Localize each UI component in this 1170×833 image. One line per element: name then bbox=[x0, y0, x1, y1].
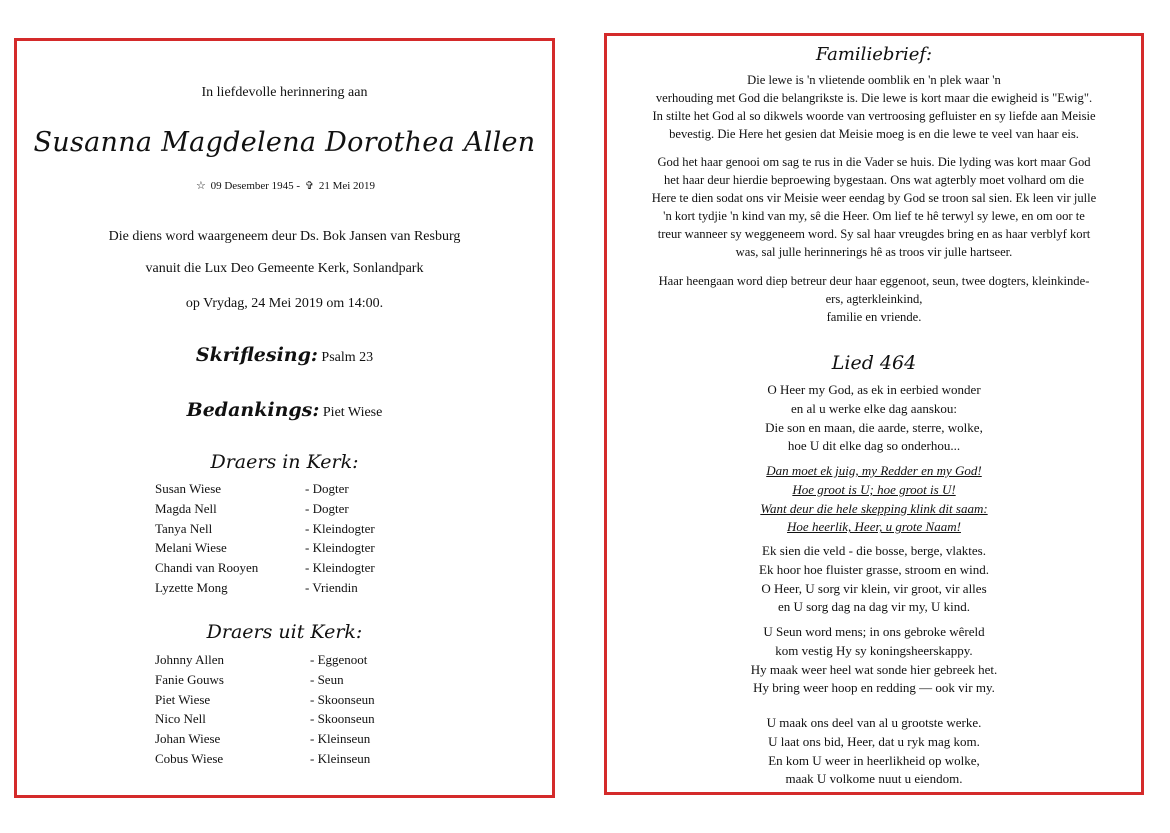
list-item bbox=[155, 558, 475, 578]
bearer-name: Susan Wiese bbox=[155, 481, 222, 496]
verse-line: U Seun word mens; in ons gebroke wêreld bbox=[763, 624, 985, 639]
bearer-relation: - Seun bbox=[310, 671, 344, 687]
family-letter-heading: Familiebrief: bbox=[815, 44, 933, 65]
chorus-line: Hoe heerlik, Heer, u grote Naam! bbox=[787, 519, 961, 535]
family-letter-paragraph-3 bbox=[615, 272, 1133, 326]
birth-date: 09 Desember 1945 bbox=[210, 180, 294, 192]
memorial-left-panel bbox=[14, 38, 555, 798]
text-line: Haar heengaan word diep betreur deur haar eggenoot, seun, twee dogters, kleinkinde- bbox=[658, 274, 1090, 288]
verse-line: en U sorg dag na dag vir my, U kind. bbox=[777, 599, 971, 615]
chorus-line: Dan moet ek juig, my Redder en my God! bbox=[766, 463, 982, 478]
verse-line: Hy maak weer heel wat sonde hier gebreek het. bbox=[750, 661, 998, 677]
bearer-relation: - Eggenoot bbox=[310, 652, 368, 667]
service-officiant: Die diens word waargeneem deur Ds. Bok Jansen van Resburg bbox=[108, 229, 461, 244]
hymn-verse-2 bbox=[607, 542, 1141, 617]
list-item bbox=[155, 709, 475, 729]
text-line: God het haar genooi om sag te rus in die Vader se huis. Die lyding was kort maar God bbox=[657, 155, 1091, 169]
cross-icon: ✞ bbox=[304, 180, 315, 192]
list-item bbox=[155, 670, 475, 690]
verse-line: hoe U dit elke dag so onderhou... bbox=[787, 438, 961, 454]
bearer-relation: - Kleindogter bbox=[305, 560, 375, 576]
bearer-relation: - Kleinseun bbox=[310, 731, 371, 747]
verse-line: O Heer, U sorg vir klein, vir groot, vir alles bbox=[761, 580, 987, 596]
chorus-line: Want deur die hele skepping klink dit saam: bbox=[760, 500, 988, 516]
death-date: 21 Mei 2019 bbox=[318, 180, 376, 192]
list-item bbox=[155, 479, 475, 499]
bearer-relation: - Vriendin bbox=[305, 579, 358, 595]
service-datetime: op Vrydag, 24 Mei 2019 om 14:00. bbox=[185, 296, 384, 311]
star-icon: ☆ bbox=[195, 180, 206, 192]
scripture-value: Psalm 23 bbox=[321, 350, 374, 365]
text-line: verhouding met God die belangrikste is. Die lewe is kort maar die ewigheid is "Ewig". bbox=[655, 91, 1093, 105]
verse-line: U laat ons bid, Heer, dat u ryk mag kom. bbox=[768, 733, 980, 749]
verse-line: O Heer my God, as ek in eerbied wonder bbox=[767, 382, 981, 397]
list-item bbox=[155, 650, 475, 670]
hymn-heading: Lied 464 bbox=[831, 352, 917, 374]
scripture-label: Skriflesing: bbox=[195, 344, 318, 366]
list-item bbox=[155, 578, 475, 598]
bearer-relation: - Skoonseun bbox=[310, 711, 375, 727]
bearer-relation: - Dogter bbox=[305, 481, 349, 496]
date-separator: - bbox=[296, 180, 301, 192]
text-line: 'n kort tydjie 'n kind van my, sê die Heer. Om lief te hê terwyl sy lewe, en om oor te bbox=[663, 209, 1085, 223]
family-letter-paragraph-2 bbox=[615, 153, 1133, 261]
text-line: Die lewe is 'n vlietende oomblik en 'n plek waar 'n bbox=[747, 73, 1001, 87]
life-dates bbox=[17, 179, 552, 192]
verse-line: Die son en maan, die aarde, sterre, wolke, bbox=[765, 419, 983, 435]
text-line: In stilte het God al so dikwels woorde van vertroosing gefluister en sy liefde aan Meisie bbox=[652, 109, 1096, 123]
bearer-name: Piet Wiese bbox=[155, 691, 211, 707]
bearer-name: Melani Wiese bbox=[155, 540, 227, 556]
bearer-relation: - Dogter bbox=[305, 500, 349, 516]
verse-line: Ek hoor hoe fluister grasse, stroom en wind. bbox=[759, 561, 989, 577]
scripture-reading bbox=[17, 344, 552, 366]
bearer-name: Johnny Allen bbox=[155, 652, 224, 667]
memorial-right-panel bbox=[604, 33, 1144, 795]
verse-line: maak U volkome nuut u eiendom. bbox=[785, 771, 963, 787]
bearers-out-heading: Draers uit Kerk: bbox=[206, 621, 363, 643]
deceased-name: Susanna Magdelena Dorothea Allen bbox=[33, 127, 536, 158]
bearers-in-list bbox=[155, 479, 475, 598]
bearer-name: Johan Wiese bbox=[155, 731, 221, 747]
thanks-value: Piet Wiese bbox=[322, 405, 383, 420]
list-item bbox=[155, 749, 475, 769]
bearer-name: Cobus Wiese bbox=[155, 750, 224, 766]
thanks-label: Bedankings: bbox=[186, 399, 320, 421]
verse-line: Hy bring weer hoop en redding — ook vir my. bbox=[753, 680, 995, 696]
bearer-relation: - Kleindogter bbox=[305, 520, 375, 536]
bearers-out-list bbox=[155, 650, 475, 769]
text-line: treur wanneer sy weggeneem word. Sy sal haar vreugdes bring en as haar verblyf kort bbox=[657, 227, 1091, 241]
verse-line: en al u werke elke dag aanskou: bbox=[790, 400, 958, 416]
chorus-line: Hoe groot is U; hoe groot is U! bbox=[792, 481, 956, 497]
hymn-verse-4 bbox=[607, 714, 1141, 789]
text-line: ers, agterkleinkind, bbox=[825, 292, 923, 306]
text-line: bevestig. Die Here het gesien dat Meisie moeg is en die lewe te veel van haar eis. bbox=[669, 127, 1079, 141]
text-line: was, sal julle herinnerings hê as troos vir julle hartseer. bbox=[735, 245, 1013, 259]
bearer-name: Lyzette Mong bbox=[155, 579, 228, 595]
family-letter-paragraph-1 bbox=[615, 71, 1133, 143]
bearer-name: Magda Nell bbox=[155, 500, 217, 516]
intro-text: In liefdevolle herinnering aan bbox=[201, 85, 368, 100]
text-line: familie en vriende. bbox=[826, 310, 922, 324]
bearer-name: Chandi van Rooyen bbox=[155, 560, 259, 576]
acknowledgements bbox=[17, 399, 552, 421]
bearer-name: Tanya Nell bbox=[155, 520, 213, 536]
bearer-relation: - Kleinseun bbox=[310, 750, 371, 766]
list-item bbox=[155, 538, 475, 558]
hymn-chorus bbox=[607, 462, 1141, 537]
verse-line: Ek sien die veld - die bosse, berge, vlaktes. bbox=[762, 543, 986, 558]
bearer-name: Nico Nell bbox=[155, 711, 206, 727]
service-venue: vanuit die Lux Deo Gemeente Kerk, Sonlandpark bbox=[145, 261, 424, 276]
list-item bbox=[155, 519, 475, 539]
bearer-relation: - Skoonseun bbox=[310, 691, 375, 707]
hymn-verse-1 bbox=[607, 381, 1141, 456]
verse-line: U maak ons deel van al u grootste werke. bbox=[766, 715, 982, 730]
verse-line: kom vestig Hy sy koningsheerskappy. bbox=[775, 642, 973, 658]
bearer-relation: - Kleindogter bbox=[305, 540, 375, 556]
hymn-verse-3 bbox=[607, 623, 1141, 698]
list-item bbox=[155, 690, 475, 710]
bearer-name: Fanie Gouws bbox=[155, 671, 224, 687]
bearers-in-heading: Draers in Kerk: bbox=[210, 451, 359, 473]
list-item bbox=[155, 499, 475, 519]
list-item bbox=[155, 729, 475, 749]
text-line: het haar deur hierdie beproewing bygestaan. Ons wat agterbly moet volhard om die bbox=[663, 173, 1084, 187]
verse-line: En kom U weer in heerlikheid op wolke, bbox=[768, 752, 980, 768]
text-line: Here te dien sodat ons vir Meisie weer eendag by God se troon sal sien. Ek leen vir julle bbox=[651, 191, 1097, 205]
